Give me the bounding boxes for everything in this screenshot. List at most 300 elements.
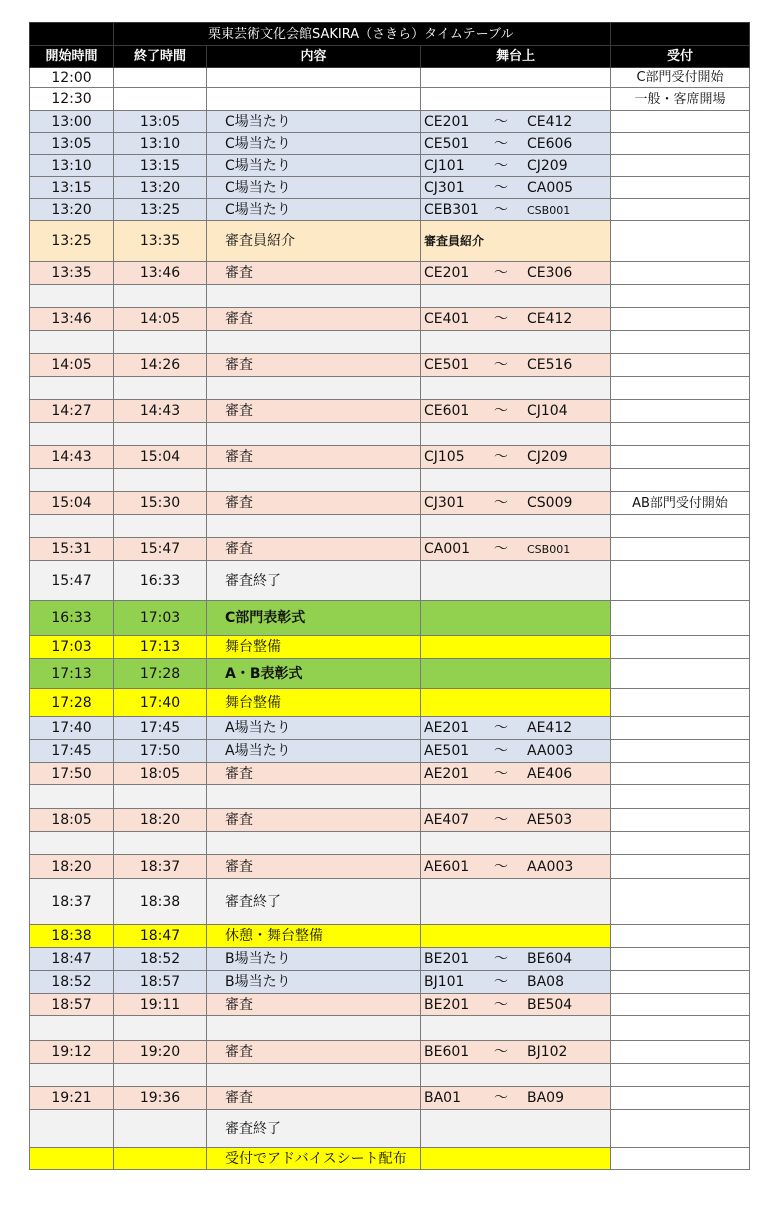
end-time-cell: 19:11 (114, 994, 207, 1016)
content-cell: 受付でアドバイスシート配布 (207, 1148, 421, 1170)
stage-from: CE401 (424, 311, 470, 327)
stage-from: AE601 (424, 858, 470, 875)
end-time-cell: 18:20 (114, 809, 207, 832)
content-cell: 審査 (207, 538, 421, 561)
end-time-cell: 18:52 (114, 948, 207, 971)
stage-to: AA003 (527, 743, 574, 759)
start-time-cell (30, 1148, 114, 1170)
stage-cell (421, 1087, 611, 1110)
end-time-cell: 18:47 (114, 925, 207, 948)
reception-cell (611, 561, 750, 601)
stage-cell (421, 469, 611, 492)
reception-cell (611, 177, 750, 199)
content-cell (207, 88, 421, 111)
start-time-cell: 17:45 (30, 740, 114, 763)
content-cell (207, 68, 421, 88)
stage-tilde: 〜 (494, 403, 508, 419)
stage-to: CSB001 (527, 543, 571, 556)
table-row (30, 879, 750, 925)
reception-cell (611, 1041, 750, 1064)
reception-cell (611, 423, 750, 446)
start-time-cell: 18:52 (30, 971, 114, 994)
reception-cell (611, 994, 750, 1016)
content-cell (207, 331, 421, 354)
stage-cell (421, 717, 611, 740)
start-time-cell: 17:13 (30, 659, 114, 689)
stage-cell (421, 636, 611, 659)
table-row (30, 1064, 750, 1087)
content-cell: 審査 (207, 308, 421, 331)
start-time-cell: 18:05 (30, 809, 114, 832)
timetable (29, 22, 750, 1170)
stage-tilde: 〜 (494, 1044, 508, 1060)
content-cell: 審査 (207, 994, 421, 1016)
end-time-cell (114, 1148, 207, 1170)
stage-cell (421, 262, 611, 285)
reception-cell (611, 446, 750, 469)
end-time-cell (114, 515, 207, 538)
stage-from: CE201 (424, 113, 470, 130)
stage-to: AE503 (527, 812, 573, 828)
end-time-cell (114, 68, 207, 88)
table-row (30, 221, 750, 262)
reception-cell (611, 832, 750, 855)
end-time-cell: 15:30 (114, 492, 207, 515)
reception-cell (611, 308, 750, 331)
end-time-cell: 17:50 (114, 740, 207, 763)
start-time-cell (30, 832, 114, 855)
content-cell: 審査員紹介 (207, 221, 421, 262)
start-time-cell: 14:43 (30, 446, 114, 469)
table-row (30, 492, 750, 515)
stage-cell (421, 377, 611, 400)
content-cell: 審査終了 (207, 561, 421, 601)
reception-cell (611, 1148, 750, 1170)
stage-to: CE412 (527, 113, 573, 130)
end-time-cell: 17:28 (114, 659, 207, 689)
start-time-cell: 13:05 (30, 133, 114, 155)
reception-cell (611, 400, 750, 423)
stage-to: CE306 (527, 265, 573, 281)
reception-cell: C部門受付開始 (611, 68, 750, 88)
content-cell: C場当たり (207, 133, 421, 155)
stage-cell (421, 763, 611, 785)
stage-cell (421, 1148, 611, 1170)
reception-cell (611, 925, 750, 948)
content-cell: 審査 (207, 763, 421, 785)
start-time-cell (30, 1110, 114, 1148)
header-reception: 受付 (611, 46, 750, 68)
stage-tilde: 〜 (494, 974, 508, 990)
start-time-cell: 12:30 (30, 88, 114, 111)
start-time-cell: 16:33 (30, 601, 114, 636)
stage-from: 審査員紹介 (424, 234, 485, 248)
reception-cell (611, 221, 750, 262)
reception-cell (611, 879, 750, 925)
end-time-cell: 13:15 (114, 155, 207, 177)
table-row (30, 689, 750, 717)
header-end-time: 終了時間 (114, 46, 207, 68)
stage-to: CJ209 (527, 157, 568, 174)
end-time-cell: 18:38 (114, 879, 207, 925)
stage-from: CJ301 (424, 179, 465, 196)
content-cell: 審査 (207, 855, 421, 879)
reception-cell (611, 285, 750, 308)
start-time-cell (30, 423, 114, 446)
table-row (30, 308, 750, 331)
end-time-cell: 15:47 (114, 538, 207, 561)
stage-tilde: 〜 (494, 1090, 508, 1106)
table-row (30, 354, 750, 377)
stage-cell (421, 809, 611, 832)
reception-cell (611, 538, 750, 561)
end-time-cell: 19:20 (114, 1041, 207, 1064)
start-time-cell: 18:57 (30, 994, 114, 1016)
stage-cell (421, 423, 611, 446)
content-cell: A場当たり (207, 740, 421, 763)
content-cell: 審査 (207, 400, 421, 423)
stage-to: CE606 (527, 135, 573, 152)
reception-cell: 一般・客席開場 (611, 88, 750, 111)
start-time-cell (30, 515, 114, 538)
content-cell (207, 832, 421, 855)
end-time-cell (114, 832, 207, 855)
start-time-cell: 19:12 (30, 1041, 114, 1064)
table-title: 栗東芸術文化会館SAKIRA（さきら）タイムテーブル (114, 23, 611, 46)
stage-tilde: 〜 (494, 311, 508, 327)
end-time-cell: 17:03 (114, 601, 207, 636)
stage-cell (421, 855, 611, 879)
reception-cell (611, 331, 750, 354)
end-time-cell: 16:33 (114, 561, 207, 601)
content-cell: 審査終了 (207, 1110, 421, 1148)
stage-tilde: 〜 (494, 179, 508, 196)
table-row (30, 809, 750, 832)
stage-cell (421, 601, 611, 636)
start-time-cell: 13:15 (30, 177, 114, 199)
stage-from: CE201 (424, 265, 470, 281)
content-cell: 審査 (207, 446, 421, 469)
end-time-cell: 15:04 (114, 446, 207, 469)
content-cell (207, 377, 421, 400)
end-time-cell (114, 785, 207, 809)
stage-cell (421, 111, 611, 133)
table-row (30, 88, 750, 111)
stage-to: BE504 (527, 996, 573, 1013)
end-time-cell (114, 88, 207, 111)
stage-from: AE201 (424, 720, 470, 736)
reception-cell (611, 948, 750, 971)
title-row (30, 23, 750, 46)
reception-cell (611, 155, 750, 177)
stage-tilde: 〜 (494, 201, 508, 218)
stage-cell (421, 832, 611, 855)
table-row (30, 423, 750, 446)
end-time-cell: 13:46 (114, 262, 207, 285)
end-time-cell: 13:05 (114, 111, 207, 133)
table-row (30, 538, 750, 561)
stage-from: CA001 (424, 541, 471, 557)
start-time-cell (30, 469, 114, 492)
end-time-cell: 17:40 (114, 689, 207, 717)
stage-from: CJ101 (424, 157, 465, 174)
stage-to: CJ104 (527, 403, 568, 419)
reception-cell (611, 1087, 750, 1110)
table-row (30, 285, 750, 308)
start-time-cell: 17:40 (30, 717, 114, 740)
table-row (30, 948, 750, 971)
stage-from: BE201 (424, 996, 470, 1013)
reception-cell (611, 601, 750, 636)
stage-cell (421, 1064, 611, 1087)
content-cell: 審査 (207, 354, 421, 377)
stage-cell (421, 400, 611, 423)
stage-tilde: 〜 (494, 135, 508, 152)
reception-cell (611, 469, 750, 492)
stage-to: CS009 (527, 495, 573, 511)
table-row (30, 469, 750, 492)
start-time-cell (30, 331, 114, 354)
start-time-cell: 13:10 (30, 155, 114, 177)
stage-to: CE412 (527, 311, 573, 327)
reception-cell (611, 199, 750, 221)
stage-tilde: 〜 (494, 495, 508, 511)
stage-from: BA01 (424, 1090, 461, 1106)
stage-tilde: 〜 (494, 113, 508, 130)
table-row (30, 561, 750, 601)
table-row (30, 111, 750, 133)
start-time-cell: 14:27 (30, 400, 114, 423)
reception-cell (611, 659, 750, 689)
start-time-cell: 13:25 (30, 221, 114, 262)
content-cell (207, 515, 421, 538)
content-cell: A・B表彰式 (207, 659, 421, 689)
stage-cell (421, 1016, 611, 1041)
start-time-cell: 13:00 (30, 111, 114, 133)
end-time-cell: 14:05 (114, 308, 207, 331)
end-time-cell (114, 331, 207, 354)
stage-cell (421, 199, 611, 221)
table-row (30, 785, 750, 809)
table-row (30, 659, 750, 689)
table-row (30, 446, 750, 469)
table-row (30, 636, 750, 659)
start-time-cell: 17:03 (30, 636, 114, 659)
stage-tilde: 〜 (494, 812, 508, 828)
table-row (30, 763, 750, 785)
table-row (30, 994, 750, 1016)
reception-cell: AB部門受付開始 (611, 492, 750, 515)
stage-from: CE501 (424, 135, 470, 152)
stage-tilde: 〜 (494, 743, 508, 759)
stage-cell (421, 538, 611, 561)
stage-from: BJ101 (424, 974, 465, 990)
stage-tilde: 〜 (494, 541, 508, 557)
end-time-cell: 18:05 (114, 763, 207, 785)
stage-to: CJ209 (527, 449, 568, 465)
title-receipt-cell (611, 23, 750, 46)
stage-tilde: 〜 (494, 357, 508, 373)
start-time-cell: 18:37 (30, 879, 114, 925)
content-cell: C場当たり (207, 155, 421, 177)
stage-cell (421, 879, 611, 925)
stage-tilde: 〜 (494, 951, 508, 967)
content-cell: 審査 (207, 1041, 421, 1064)
end-time-cell: 13:20 (114, 177, 207, 199)
start-time-cell: 12:00 (30, 68, 114, 88)
stage-from: CEB301 (424, 201, 479, 218)
stage-cell (421, 740, 611, 763)
stage-cell (421, 785, 611, 809)
reception-cell (611, 377, 750, 400)
table-row (30, 740, 750, 763)
table-row (30, 515, 750, 538)
stage-to: BE604 (527, 951, 573, 967)
stage-from: CE501 (424, 357, 470, 373)
stage-to: CE516 (527, 357, 573, 373)
stage-from: AE501 (424, 743, 470, 759)
content-cell: 審査 (207, 262, 421, 285)
content-cell (207, 1064, 421, 1087)
content-cell (207, 1016, 421, 1041)
content-cell (207, 423, 421, 446)
end-time-cell: 17:45 (114, 717, 207, 740)
stage-to: AE406 (527, 765, 573, 782)
content-cell (207, 469, 421, 492)
end-time-cell: 18:37 (114, 855, 207, 879)
stage-tilde: 〜 (494, 265, 508, 281)
reception-cell (611, 971, 750, 994)
content-cell: B場当たり (207, 971, 421, 994)
stage-cell (421, 331, 611, 354)
start-time-cell: 18:38 (30, 925, 114, 948)
reception-cell (611, 1064, 750, 1087)
stage-tilde: 〜 (494, 157, 508, 174)
table-row (30, 1148, 750, 1170)
table-row (30, 1016, 750, 1041)
start-time-cell: 17:28 (30, 689, 114, 717)
stage-from: AE407 (424, 812, 470, 828)
table-row (30, 377, 750, 400)
reception-cell (611, 1016, 750, 1041)
end-time-cell (114, 377, 207, 400)
stage-cell (421, 221, 611, 262)
table-row (30, 262, 750, 285)
stage-tilde: 〜 (494, 858, 508, 875)
end-time-cell: 13:25 (114, 199, 207, 221)
end-time-cell: 18:57 (114, 971, 207, 994)
content-cell: 審査 (207, 1087, 421, 1110)
reception-cell (611, 262, 750, 285)
content-cell: 審査終了 (207, 879, 421, 925)
start-time-cell (30, 1016, 114, 1041)
stage-to: BA08 (527, 974, 564, 990)
table-row (30, 971, 750, 994)
table-row (30, 925, 750, 948)
stage-to: AE412 (527, 720, 573, 736)
start-time-cell (30, 377, 114, 400)
stage-tilde: 〜 (494, 996, 508, 1013)
stage-to: BJ102 (527, 1044, 568, 1060)
stage-cell (421, 994, 611, 1016)
table-row (30, 199, 750, 221)
stage-cell (421, 133, 611, 155)
stage-cell (421, 689, 611, 717)
header-stage: 舞台上 (421, 46, 611, 68)
start-time-cell (30, 1064, 114, 1087)
stage-cell (421, 177, 611, 199)
end-time-cell: 13:35 (114, 221, 207, 262)
start-time-cell: 18:20 (30, 855, 114, 879)
stage-to: AA003 (527, 858, 574, 875)
reception-cell (611, 809, 750, 832)
column-header-row (30, 46, 750, 68)
start-time-cell: 15:04 (30, 492, 114, 515)
end-time-cell (114, 423, 207, 446)
reception-cell (611, 133, 750, 155)
content-cell: 審査 (207, 809, 421, 832)
table-row (30, 133, 750, 155)
stage-cell (421, 155, 611, 177)
header-content: 内容 (207, 46, 421, 68)
stage-cell (421, 948, 611, 971)
reception-cell (611, 689, 750, 717)
content-cell: C部門表彰式 (207, 601, 421, 636)
table-row (30, 1110, 750, 1148)
stage-from: CE601 (424, 403, 470, 419)
content-cell: C場当たり (207, 199, 421, 221)
end-time-cell (114, 1064, 207, 1087)
stage-cell (421, 971, 611, 994)
content-cell: 舞台整備 (207, 689, 421, 717)
start-time-cell (30, 285, 114, 308)
table-row (30, 400, 750, 423)
table-row (30, 155, 750, 177)
reception-cell (611, 740, 750, 763)
stage-tilde: 〜 (494, 720, 508, 736)
stage-cell (421, 561, 611, 601)
reception-cell (611, 763, 750, 785)
start-time-cell: 17:50 (30, 763, 114, 785)
table-row (30, 68, 750, 88)
stage-from: BE201 (424, 951, 470, 967)
stage-cell (421, 1041, 611, 1064)
content-cell: C場当たり (207, 111, 421, 133)
stage-cell (421, 68, 611, 88)
content-cell: 審査 (207, 492, 421, 515)
end-time-cell (114, 285, 207, 308)
content-cell: 舞台整備 (207, 636, 421, 659)
table-row (30, 832, 750, 855)
header-start-time: 開始時間 (30, 46, 114, 68)
stage-cell (421, 1110, 611, 1148)
start-time-cell: 18:47 (30, 948, 114, 971)
content-cell (207, 285, 421, 308)
end-time-cell: 14:43 (114, 400, 207, 423)
start-time-cell: 14:05 (30, 354, 114, 377)
stage-cell (421, 88, 611, 111)
reception-cell (611, 111, 750, 133)
stage-cell (421, 515, 611, 538)
content-cell: 休憩・舞台整備 (207, 925, 421, 948)
title-corner (30, 23, 114, 46)
reception-cell (611, 717, 750, 740)
start-time-cell (30, 785, 114, 809)
stage-from: BE601 (424, 1044, 470, 1060)
content-cell: C場当たり (207, 177, 421, 199)
start-time-cell: 13:35 (30, 262, 114, 285)
stage-tilde: 〜 (494, 765, 508, 782)
